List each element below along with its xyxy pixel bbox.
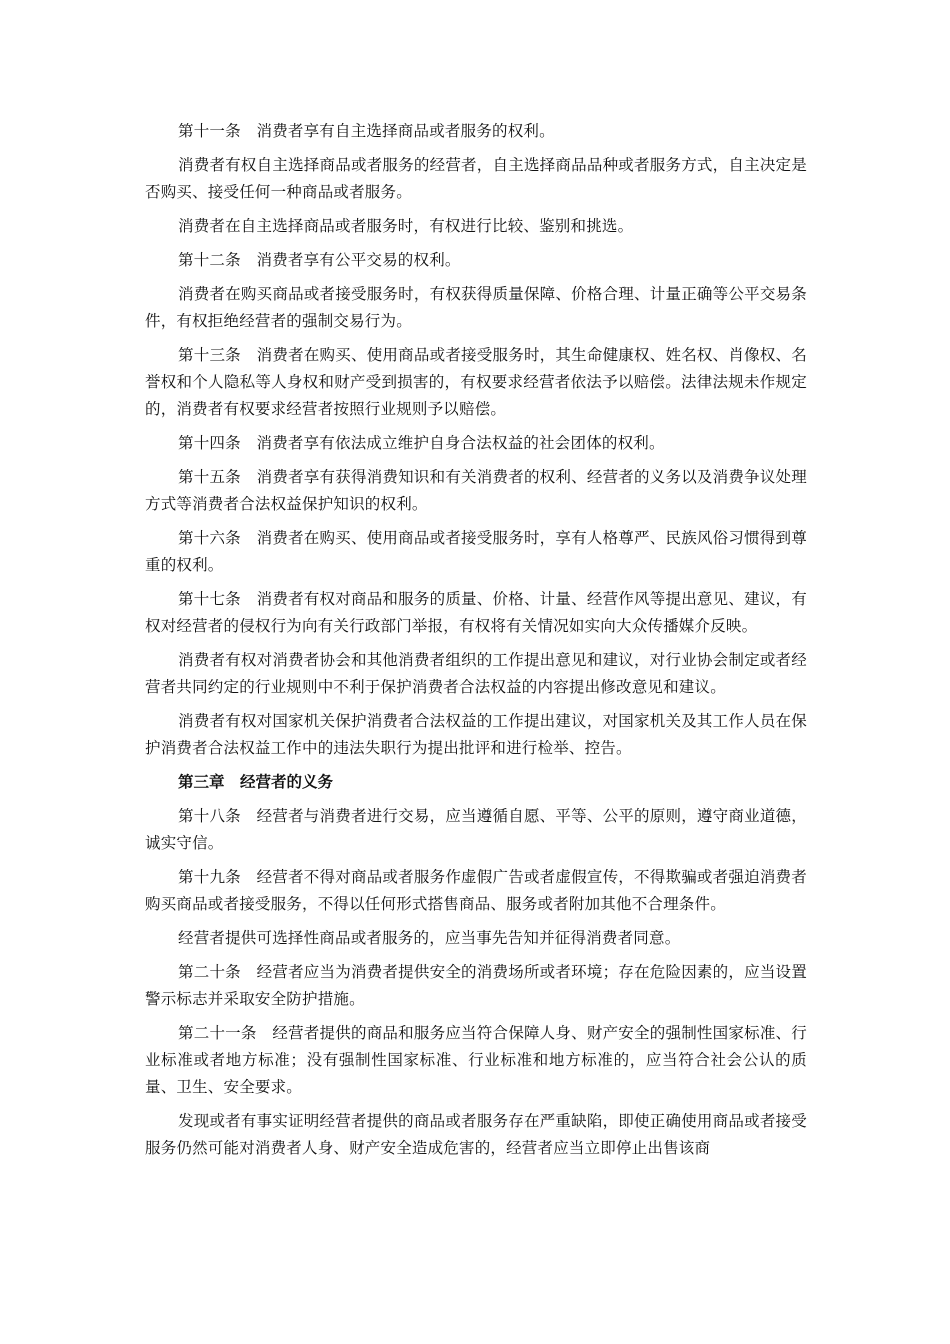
paragraph: 发现或者有事实证明经营者提供的商品或者服务存在严重缺陷，即使正确使用商品或者接受服务仍然可能对消费者人身、财产安全造成危害的，经营者应当立即停止出售该商	[145, 1112, 807, 1157]
paragraph: 消费者在自主选择商品或者服务时，有权进行比较、鉴别和挑选。	[178, 217, 634, 235]
paragraph-article-20: 第二十条 经营者应当为消费者提供安全的消费场所或者环境；存在危险因素的，应当设置警示标志并采取安全防护措施。	[145, 963, 807, 1008]
paragraph: 消费者有权对国家机关保护消费者合法权益的工作提出建议，对国家机关及其工作人员在保护消费者合法权益工作中的违法失职行为提出批评和进行检举、控告。	[145, 712, 807, 757]
paragraph: 消费者在购买商品或者接受服务时，有权获得质量保障、价格合理、计量正确等公平交易条件，有权拒绝经营者的强制交易行为。	[145, 285, 807, 330]
paragraph-article-18: 第十八条 经营者与消费者进行交易，应当遵循自愿、平等、公平的原则，遵守商业道德，诚实守信。	[145, 807, 807, 852]
paragraph-article-14: 第十四条 消费者享有依法成立维护自身合法权益的社会团体的权利。	[178, 434, 665, 452]
paragraph-article-11: 第十一条 消费者享有自主选择商品或者服务的权利。	[178, 122, 555, 140]
paragraph-article-15: 第十五条 消费者享有获得消费知识和有关消费者的权利、经营者的义务以及消费争议处理方式等消费者合法权益保护知识的权利。	[145, 468, 807, 513]
chapter-heading: 第三章 经营者的义务	[178, 773, 334, 791]
paragraph-article-16: 第十六条 消费者在购买、使用商品或者接受服务时，享有人格尊严、民族风俗习惯得到尊重的权利。	[145, 529, 807, 574]
paragraph: 消费者有权对消费者协会和其他消费者组织的工作提出意见和建议，对行业协会制定或者经营者共同约定的行业规则中不利于保护消费者合法权益的内容提出修改意见和建议。	[145, 651, 807, 696]
paragraph-article-12: 第十二条 消费者享有公平交易的权利。	[178, 251, 461, 269]
paragraph-article-17: 第十七条 消费者有权对商品和服务的质量、价格、计量、经营作风等提出意见、建议，有权对经营者的侵权行为向有关行政部门举报，有权将有关情况如实向大众传播媒介反映。	[145, 590, 807, 635]
paragraph-article-19: 第十九条 经营者不得对商品或者服务作虚假广告或者虚假宣传，不得欺骗或者强迫消费者购买商品或者接受服务，不得以任何形式搭售商品、服务或者附加其他不合理条件。	[145, 868, 807, 913]
paragraph-article-13: 第十三条 消费者在购买、使用商品或者接受服务时，其生命健康权、姓名权、肖像权、名誉权和个人隐私等人身权和财产受到损害的，有权要求经营者依法予以赔偿。法律法规未作规定的，消费者有权要求经营者按照行业规则予以赔偿。	[145, 346, 807, 418]
document-page	[145, 118, 807, 1169]
paragraph: 经营者提供可选择性商品或者服务的，应当事先告知并征得消费者同意。	[178, 929, 681, 947]
paragraph: 消费者有权自主选择商品或者服务的经营者，自主选择商品品种或者服务方式，自主决定是否购买、接受任何一种商品或者服务。	[145, 156, 807, 201]
paragraph-article-21: 第二十一条 经营者提供的商品和服务应当符合保障人身、财产安全的强制性国家标准、行业标准或者地方标准；没有强制性国家标准、行业标准和地方标准的，应当符合社会公认的质量、卫生、安全要求。	[145, 1024, 807, 1096]
